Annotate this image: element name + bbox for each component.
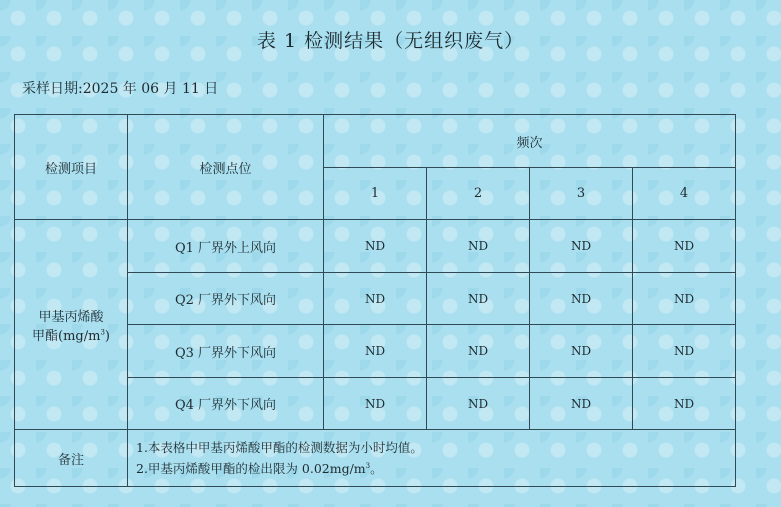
item-name-close: ) bbox=[104, 328, 110, 344]
test-item-name bbox=[15, 220, 128, 430]
results-table bbox=[14, 114, 736, 487]
sampling-date: 采样日期:2025 年 06 月 11 日 bbox=[22, 81, 219, 97]
header-frequency: 频次 bbox=[324, 115, 736, 168]
value-cell: ND bbox=[427, 378, 530, 430]
value-cell: ND bbox=[530, 220, 633, 273]
remark-line-2: 2.甲基丙烯酸甲酯的检出限为 0.02mg/m bbox=[136, 461, 366, 477]
value-cell: ND bbox=[530, 378, 633, 430]
value-cell: ND bbox=[427, 220, 530, 273]
item-name-line2: 甲酯(mg/m bbox=[32, 328, 101, 344]
value-cell: ND bbox=[427, 273, 530, 325]
header-test-item: 检测项目 bbox=[15, 115, 128, 220]
value-cell: ND bbox=[633, 378, 736, 430]
value-cell: ND bbox=[633, 325, 736, 378]
remark-line-1: 1.本表格中甲基丙烯酸甲酯的检测数据为小时均值。 bbox=[136, 439, 423, 455]
value-cell: ND bbox=[633, 273, 736, 325]
value-cell: ND bbox=[633, 220, 736, 273]
location-cell: Q3 厂界外下风向 bbox=[128, 325, 324, 378]
value-cell: ND bbox=[530, 273, 633, 325]
value-cell: ND bbox=[427, 325, 530, 378]
unit-superscript: 3 bbox=[100, 328, 105, 337]
value-cell: ND bbox=[530, 325, 633, 378]
location-cell: Q4 厂界外下风向 bbox=[128, 378, 324, 430]
remark-line-2-end: 。 bbox=[370, 461, 383, 477]
remark-unit-superscript: 3 bbox=[365, 461, 371, 470]
item-name-line1: 甲基丙烯酸 bbox=[38, 309, 104, 325]
header-test-location: 检测点位 bbox=[128, 115, 324, 220]
value-cell: ND bbox=[324, 273, 427, 325]
remarks-label: 备注 bbox=[15, 430, 128, 487]
frequency-number: 4 bbox=[633, 168, 736, 220]
remarks-content bbox=[128, 430, 736, 487]
location-cell: Q2 厂界外下风向 bbox=[128, 273, 324, 325]
value-cell: ND bbox=[324, 220, 427, 273]
value-cell: ND bbox=[324, 378, 427, 430]
value-cell: ND bbox=[324, 325, 427, 378]
frequency-number: 3 bbox=[530, 168, 633, 220]
location-cell: Q1 厂界外上风向 bbox=[128, 220, 324, 273]
frequency-number: 1 bbox=[324, 168, 427, 220]
table-title: 表 1 检测结果（无组织废气） bbox=[256, 30, 525, 52]
table-row bbox=[15, 220, 736, 273]
frequency-number: 2 bbox=[427, 168, 530, 220]
